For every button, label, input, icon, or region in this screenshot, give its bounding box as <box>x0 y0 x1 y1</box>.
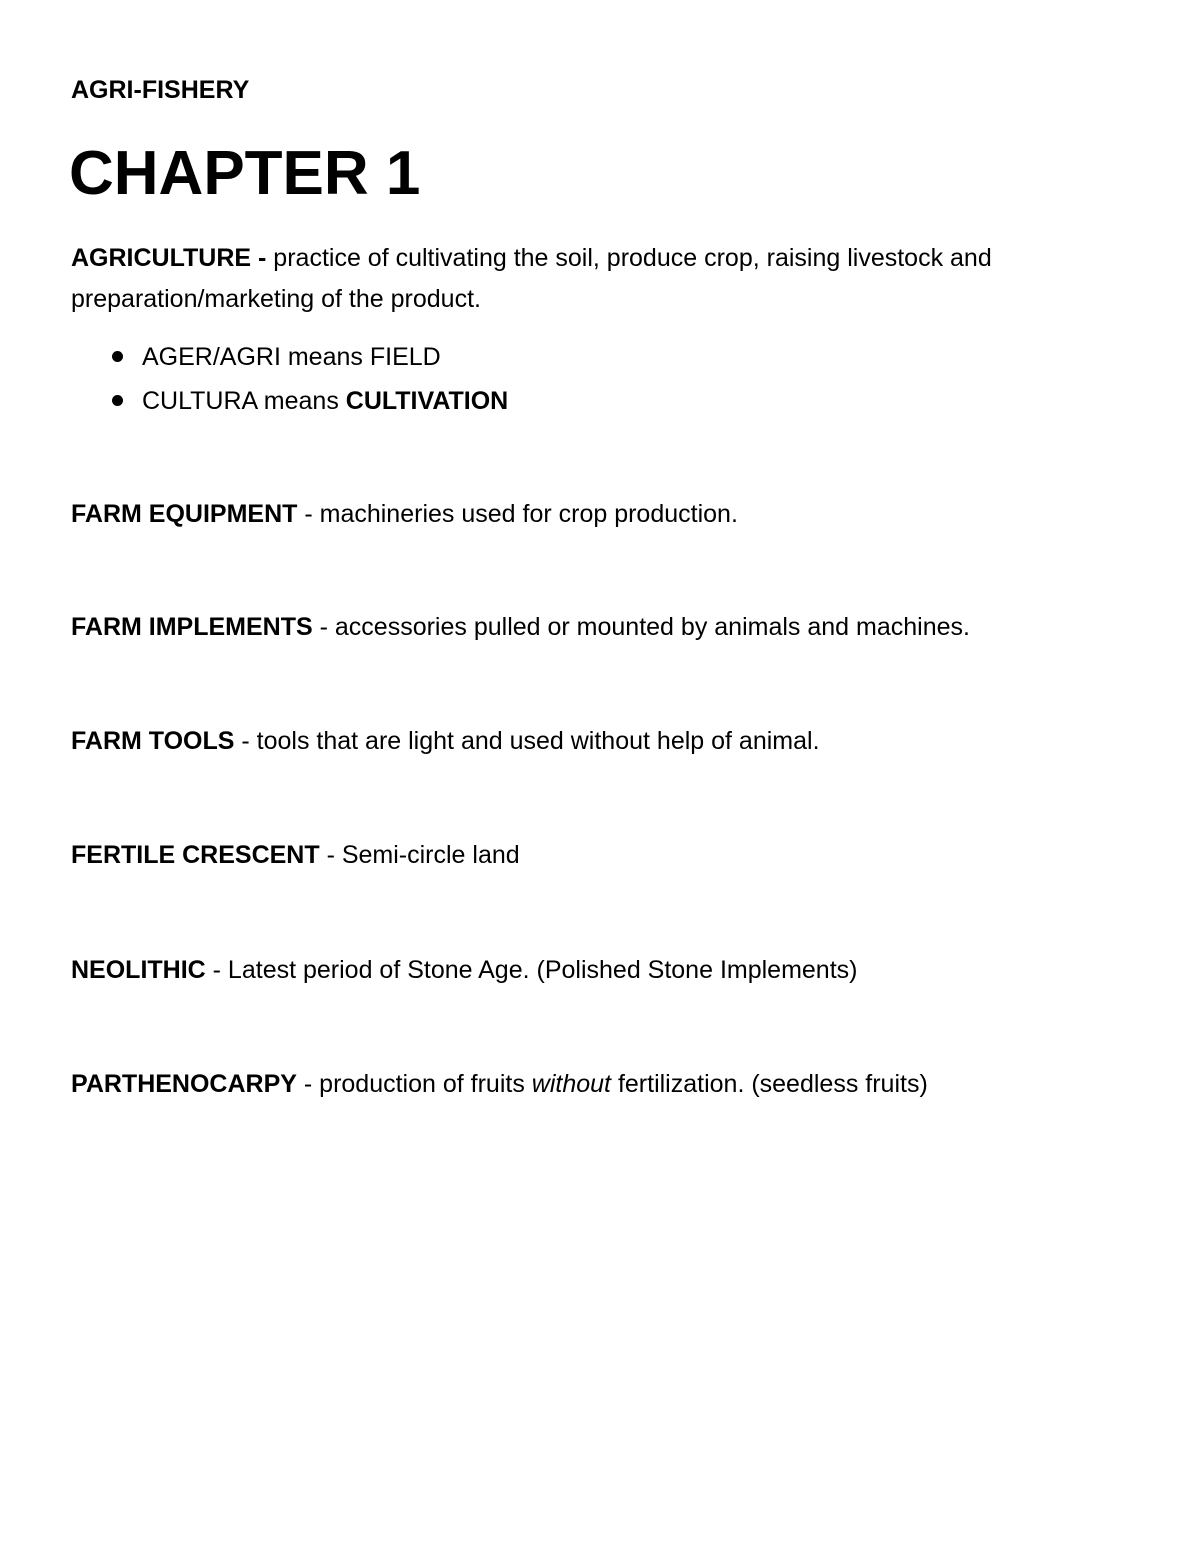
definition-parthenocarpy-text: - production of fruits <box>296 1070 532 1098</box>
bullet-emphasis: CULTIVATION <box>345 387 509 415</box>
definition-parthenocarpy <box>71 1064 1131 1105</box>
definition-farm-equipment-text: - machineries used for crop production. <box>297 500 738 528</box>
definition-neolithic-text: - Latest period of Stone Age. (Polished Stone Implements) <box>205 956 858 984</box>
definition-farm-tools <box>71 721 1131 762</box>
definition-farm-implements-text: - accessories pulled or mounted by animals and machines. <box>312 613 970 641</box>
list-item <box>71 381 1071 425</box>
definition-agriculture-text: practice of cultivating the soil, produce crop, raising livestock and preparation/marketing of the product. <box>71 244 992 313</box>
term-farm-equipment: FARM EQUIPMENT <box>71 500 298 528</box>
definition-farm-tools-text: - tools that are light and used without help of animal. <box>234 727 820 755</box>
definition-parthenocarpy-text-end: fertilization. (seedless fruits) <box>611 1070 928 1098</box>
definition-farm-equipment <box>71 494 1131 535</box>
bullet-icon <box>112 395 123 406</box>
definition-fertile-crescent <box>71 835 1131 876</box>
bullet-list <box>71 337 1071 425</box>
term-farm-implements: FARM IMPLEMENTS <box>71 613 313 641</box>
definition-agriculture <box>71 238 1131 320</box>
bullet-icon <box>112 351 123 362</box>
term-parthenocarpy: PARTHENOCARPY <box>71 1070 297 1098</box>
term-farm-tools: FARM TOOLS <box>71 727 235 755</box>
definition-fertile-crescent-text: - Semi-circle land <box>319 841 520 869</box>
document-subject-label: AGRI-FISHERY <box>71 76 250 104</box>
definition-neolithic <box>71 950 1131 991</box>
definition-farm-implements <box>71 607 1131 648</box>
term-agriculture: AGRICULTURE - <box>71 244 267 272</box>
term-fertile-crescent: FERTILE CRESCENT <box>71 841 320 869</box>
definition-parthenocarpy-italic: without <box>531 1070 611 1098</box>
bullet-text: CULTURA means <box>142 387 346 415</box>
term-neolithic: NEOLITHIC <box>71 956 206 984</box>
list-item <box>71 337 1071 381</box>
bullet-emphasis: FIELD <box>369 343 441 371</box>
bullet-text: AGER/AGRI means <box>142 343 370 371</box>
chapter-title: CHAPTER 1 <box>69 139 421 208</box>
